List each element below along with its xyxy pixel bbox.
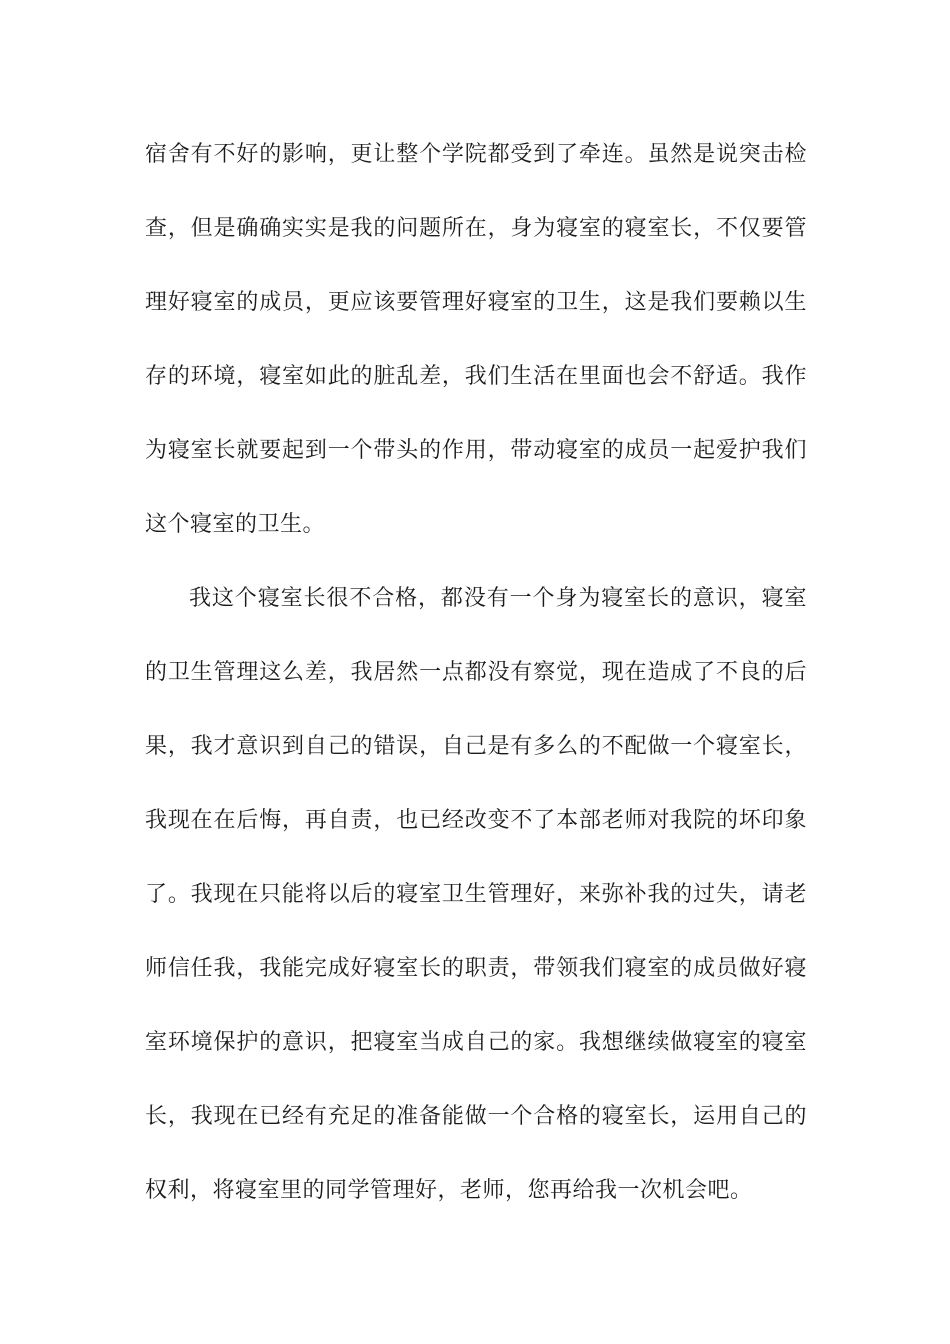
text-line: 师信任我，我能完成好寝室长的职责，带领我们寝室的成员做好寝 bbox=[145, 956, 807, 981]
text-line: 的卫生管理这么差，我居然一点都没有察觉，现在造成了不良的后 bbox=[145, 660, 807, 685]
text-line: 了。我现在只能将以后的寝室卫生管理好，来弥补我的过失，请老 bbox=[145, 882, 807, 907]
text-line: 果，我才意识到自己的错误，自己是有多么的不配做一个寝室长， bbox=[145, 734, 807, 759]
text-line: 存的环境，寝室如此的脏乱差，我们生活在里面也会不舒适。我作 bbox=[145, 364, 807, 389]
text-line: 室环境保护的意识，把寝室当成自己的家。我想继续做寝室的寝室 bbox=[145, 1030, 807, 1055]
text-line: 为寝室长就要起到一个带头的作用，带动寝室的成员一起爱护我们 bbox=[145, 438, 807, 463]
text-line: 我现在在后悔，再自责，也已经改变不了本部老师对我院的坏印象 bbox=[145, 808, 807, 833]
paragraph-2 bbox=[145, 574, 807, 1240]
text-line: 查，但是确确实实是我的问题所在，身为寝室的寝室长，不仅要管 bbox=[145, 216, 807, 241]
text-line: 这个寝室的卫生。 bbox=[145, 512, 326, 537]
paragraph-1 bbox=[145, 130, 807, 574]
text-line: 我这个寝室长很不合格，都没有一个身为寝室长的意识，寝室 bbox=[189, 586, 807, 611]
document-body bbox=[145, 130, 807, 1240]
text-line: 长，我现在已经有充足的准备能做一个合格的寝室长，运用自己的 bbox=[145, 1104, 807, 1129]
text-line: 理好寝室的成员，更应该要管理好寝室的卫生，这是我们要赖以生 bbox=[145, 290, 807, 315]
text-line: 权利，将寝室里的同学管理好，老师，您再给我一次机会吧。 bbox=[145, 1178, 753, 1203]
text-line: 宿舍有不好的影响，更让整个学院都受到了牵连。虽然是说突击检 bbox=[145, 142, 807, 167]
